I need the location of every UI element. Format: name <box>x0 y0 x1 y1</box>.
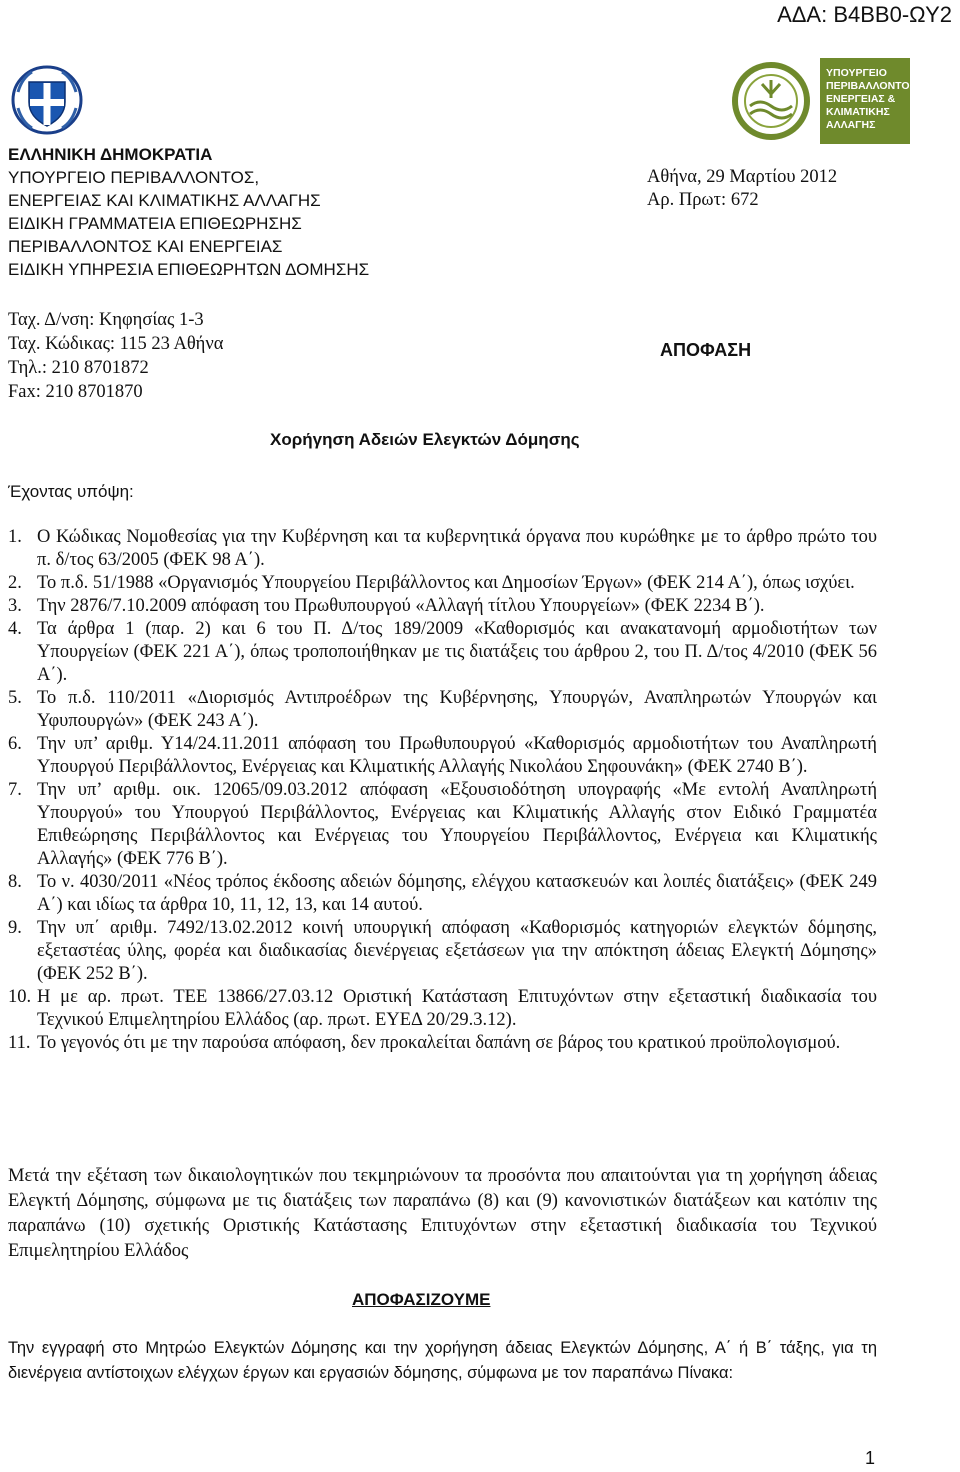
list-item-text: Την 2876/7.10.2009 απόφαση του Πρωθυπουργού «Αλλαγή τίτλου Υπουργείων» (ΦΕΚ 2234 Β΄). <box>37 596 765 616</box>
list-item <box>8 779 877 871</box>
address-line: Fax: 210 8701870 <box>8 382 143 402</box>
date-protocol-block <box>647 166 837 212</box>
list-item <box>8 595 877 618</box>
list-item-text: Την υπ’ αριθμ. οικ. 12065/09.03.2012 απόφαση «Εξουσιοδότηση υπογραφής «Με εντολή Αναπληρωτή Υπουργού» του Υπουργού Περιβάλλοντος, Ενέργειας και Κλιματικής Αλλαγής στον Ειδικό Γραμματέα Επιθεώρησης Περιβάλλοντος και Ενέργειας του Υπουργείου Περιβάλλοντος, Ενέργεια και Κλιματικής Αλλαγής» (ΦΕΚ 776 Β΄). <box>37 780 877 869</box>
list-item-number: 6. <box>8 734 22 754</box>
decision-heading: ΑΠΟΦΑΣΙΖΟΥΜΕ <box>352 1290 491 1309</box>
ada-code: ΑΔΑ: Β4ΒΒ0-ΩΥ2 <box>777 2 952 27</box>
list-item-text: Το π.δ. 51/1988 «Οργανισμός Υπουργείου Περιβάλλοντος και Δημοσίων Έργων» (ΦΕΚ 214 Α΄), όπως ισχύει. <box>37 573 855 593</box>
address-line: Ταχ. Κώδικας: 115 23 Αθήνα <box>8 334 224 354</box>
list-item <box>8 618 877 687</box>
list-item-text: Ο Κώδικας Νομοθεσίας για την Κυβέρνηση και τα κυβερνητικά όργανα που κυρώθηκε με το άρθρο πρώτο του π. δ/τος 63/2005 (ΦΕΚ 98 Α΄). <box>37 527 877 570</box>
list-item <box>8 917 877 986</box>
header-line: ΕΝΕΡΓΕΙΑΣ ΚΑΙ ΚΛΙΜΑΤΙΚΗΣ ΑΛΛΑΓΗΣ <box>8 191 321 210</box>
list-item-number: 2. <box>8 573 22 593</box>
header-line: ΠΕΡΙΒΑΛΛΟΝΤΟΣ ΚΑΙ ΕΝΕΡΓΕΙΑΣ <box>8 237 283 256</box>
list-item-number: 8. <box>8 872 22 892</box>
considerations-list <box>8 526 877 1055</box>
address-line: Τηλ.: 210 8701872 <box>8 358 149 378</box>
header-line: ΕΙΔΙΚΗ ΓΡΑΜΜΑΤΕΙΑ ΕΠΙΘΕΩΡΗΣΗΣ <box>8 214 302 233</box>
list-item-number: 7. <box>8 780 22 800</box>
list-item-number: 5. <box>8 688 22 708</box>
header-line: ΥΠΟΥΡΓΕΙΟ ΠΕΡΙΒΑΛΛΟΝΤΟΣ, <box>8 168 260 187</box>
list-item-number: 1. <box>8 527 22 547</box>
list-item-number: 10. <box>8 987 32 1007</box>
list-item-text: Την υπ’ αριθμ. Υ14/24.11.2011 απόφαση του Πρωθυπουργού «Καθορισμός αρμοδιοτήτων του Αναπληρωτή Υπουργού Περιβάλλοντος, Ενέργειας και Κλιματικής Αλλαγής Νικολάου Σηφουνάκη» (ΦΕΚ 2740 Β΄). <box>37 734 877 777</box>
header-line: ΕΙΔΙΚΗ ΥΠΗΡΕΣΙΑ ΕΠΙΘΕΩΡΗΤΩΝ ΔΟΜΗΣΗΣ <box>8 260 370 279</box>
list-item <box>8 526 877 572</box>
decision-paragraph: Την εγγραφή στο Μητρώο Ελεγκτών Δόμησης και την χορήγηση άδειας Ελεγκτών Δόμησης, Α΄ ή Β΄ τάξης, για τη διενέργεια αντίστοιχων ελέγχων έργων και εργασιών δόμησης, σύμφωνα με τον παραπάνω Πίνακα: <box>8 1339 877 1382</box>
list-item <box>8 871 877 917</box>
ministry-logo-text: ΥΠΟΥΡΓΕΙΟ ΠΕΡΙΒΑΛΛΟΝΤΟΣ ΕΝΕΡΓΕΙΑΣ & ΚΛΙΜΑΤΙΚΗΣ ΑΛΛΑΓΗΣ <box>820 58 910 144</box>
list-item-text: Το ν. 4030/2011 «Νέος τρόπος έκδοσης αδειών δόμησης, ελέγχου κατασκευών και λοιπές διατάξεις» (ΦΕΚ 249 Α΄) και ιδίως τα άρθρα 10, 11, 12, 13, και 14 αυτού. <box>37 872 877 915</box>
list-item-number: 4. <box>8 619 22 639</box>
list-item-number: 11. <box>8 1033 31 1053</box>
address-line: Ταχ. Δ/νση: Κηφησίας 1-3 <box>8 310 204 330</box>
document-date: Αθήνα, 29 Μαρτίου 2012 <box>647 167 838 187</box>
list-item <box>8 986 877 1032</box>
list-item-text: Η με αρ. πρωτ. ΤΕΕ 13866/27.03.12 Οριστική Κατάσταση Επιτυχόντων στην εξεταστική διαδικασία του Τεχνικού Επιμελητηρίου Ελλάδος (αρ. πρωτ. ΕΥΕΔ 20/29.3.12). <box>37 987 877 1030</box>
subject-heading: Χορήγηση Αδειών Ελεγκτών Δόμησης <box>270 430 580 449</box>
list-item-number: 9. <box>8 918 22 938</box>
list-item <box>8 733 877 779</box>
header-block <box>8 143 369 281</box>
list-item <box>8 572 877 595</box>
list-item <box>8 1032 877 1055</box>
having-in-view-label: Έχοντας υπόψη: <box>8 482 134 501</box>
ministry-logo <box>728 58 916 144</box>
rationale-paragraph: Μετά την εξέταση των δικαιολογητικών που τεκμηριώνουν τα προσόντα που απαιτούνται για τη χορήγηση άδειας Ελεγκτή Δόμησης, σύμφωνα με τις διατάξεις των παραπάνω (8) και (9) κανονιστικών διατάξεων και κατόπιν της παραπάνω (10) σχετικής Οριστικής Κατάστασης Επιτυχόντων στην εξεταστική διαδικασία του Τεχνικού Επιμελητηρίου Ελλάδος <box>8 1166 877 1261</box>
list-item-text: Το π.δ. 110/2011 «Διορισμός Αντιπροέδρων της Κυβέρνησης, Υπουργών, Αναπληρωτών Υπουργών και Υφυπουργών» (ΦΕΚ 243 Α΄). <box>37 688 877 731</box>
list-item-text: Τα άρθρα 1 (παρ. 2) και 6 του Π. Δ/τος 189/2009 «Καθορισμός και ανακατανομή αρμοδιοτήτων των Υπουργείων (ΦΕΚ 221 Α΄), όπως τροποποιήθηκαν με τις διατάξεις του άρθρου 2, του Π. Δ/τος 4/2010 (ΦΕΚ 56 Α΄). <box>37 619 877 685</box>
list-item-number: 3. <box>8 596 22 616</box>
ministry-circle-icon <box>728 58 814 144</box>
list-item-text: Το γεγονός ότι με την παρούσα απόφαση, δεν προκαλείται δαπάνη σε βάρος του κρατικού προϋπολογισμού. <box>37 1033 841 1053</box>
page-number: 1 <box>865 1448 876 1468</box>
greek-emblem-icon <box>10 62 84 136</box>
protocol-number: Αρ. Πρωτ: 672 <box>647 190 759 210</box>
list-item <box>8 687 877 733</box>
document-type-title: ΑΠΟΦΑΣΗ <box>660 340 752 360</box>
address-block <box>8 308 223 404</box>
header-line: ΕΛΛΗΝΙΚΗ ΔΗΜΟΚΡΑΤΙΑ <box>8 145 213 164</box>
list-item-text: Την υπ΄ αριθμ. 7492/13.02.2012 κοινή υπουργική απόφαση «Καθορισμός κατηγοριών ελεγκτών δόμησης, εξεταστέας ύλης, φορέα και διαδικασίας διενέργειας εξετάσεων για την απόκτηση άδειας Ελεγκτή Δόμησης» (ΦΕΚ 252 Β΄). <box>37 918 877 984</box>
